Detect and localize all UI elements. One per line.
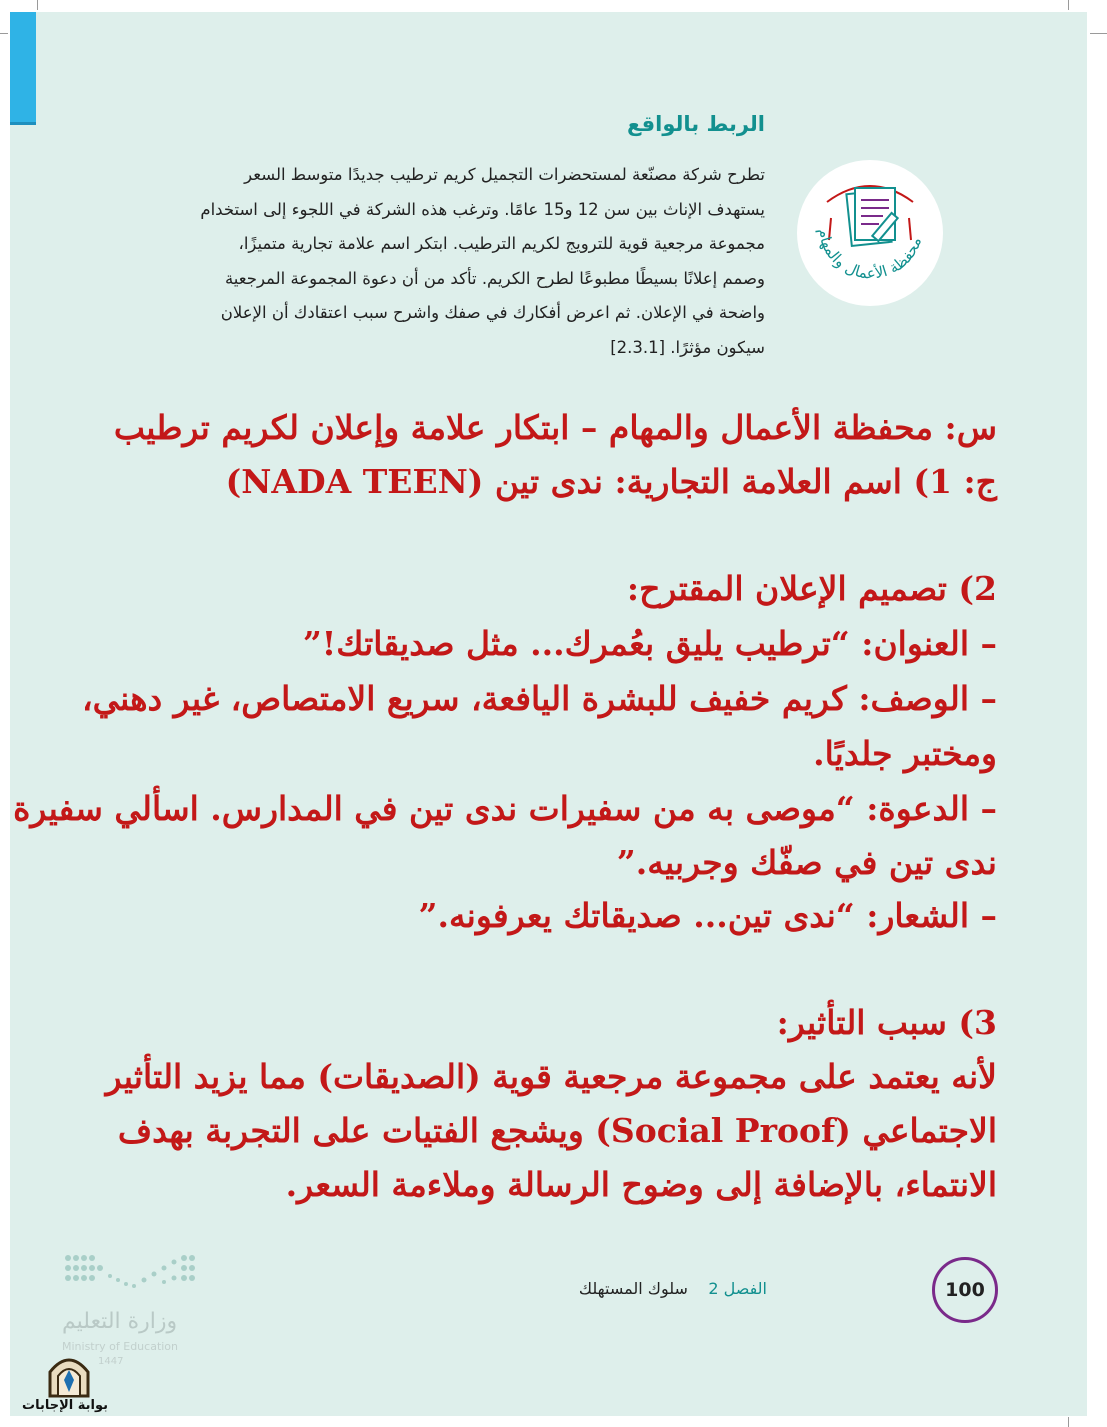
answer-ad-description: – الوصف: كريم خفيف للبشرة اليافعة، سريع الامتصاص، غير دهني، xyxy=(81,679,997,718)
page-number: 100 xyxy=(932,1257,998,1323)
answer-ad-description-cont: ومختبر جلديًا. xyxy=(813,734,997,773)
chapter-label: الفصل 2 xyxy=(708,1279,767,1298)
answer-reason-line: الاجتماعي (Social Proof) ويشجع الفتيات على التجربة بهدف xyxy=(117,1111,997,1150)
answer-ad-call-cont: ندى تين في صفّك وجربيه.” xyxy=(616,843,997,882)
chapter-footer xyxy=(579,1279,767,1298)
answer-ad-call: – الدعوة: “موصى به من سفيرات ندى تين في المدارس. اسألي سفيرة xyxy=(13,789,997,828)
ministry-dots-logo xyxy=(62,1250,202,1300)
crop-mark xyxy=(1068,1417,1069,1427)
intro-paragraph xyxy=(133,158,765,365)
portfolio-badge-graphic xyxy=(797,160,943,306)
intro-line: واضحة في الإعلان. ثم اعرض أفكارك في صفك واشرح سبب اعتقادك أن الإعلان xyxy=(220,303,765,322)
crop-mark xyxy=(0,33,8,34)
answer-reason-line: الانتماء، بالإضافة إلى وضوح الرسالة وملاءمة السعر. xyxy=(285,1165,997,1204)
intro-line: وصمم إعلانًا بسيطًا مطبوعًا لطرح الكريم. تأكد من أن دعوة المجموعة المرجعية xyxy=(224,268,765,288)
intro-line: مجموعة مرجعية قوية للترويج لكريم الترطيب. ابتكر اسم علامة تجارية متميزًا، xyxy=(238,234,765,253)
intro-line: يستهدف الإناث بين سن 12 و15 عامًا. وترغب هذه الشركة في اللجوء إلى استخدام xyxy=(200,199,765,219)
answer-ad-design-heading: 2) تصميم الإعلان المقترح: xyxy=(626,569,997,608)
answer-reason-line: لأنه يعتمد على مجموعة مرجعية قوية (الصديقات) مما يزيد التأثير xyxy=(105,1057,997,1096)
page-edge-tab xyxy=(10,12,36,122)
badge-label: محفظة الأعمال والمهام xyxy=(814,227,926,283)
answer-ad-slogan: – الشعار: “ندى تين... صديقاتك يعرفونه.” xyxy=(418,896,997,935)
intro-line: سيكون مؤثرًا. [2.3.1] xyxy=(610,337,765,357)
mosque-portal-logo xyxy=(46,1350,92,1398)
answer-reason-heading: 3) سبب التأثير: xyxy=(776,1003,997,1042)
page-edge-tab-line xyxy=(10,122,36,125)
textbook-page xyxy=(10,12,1087,1416)
answer-question: س: محفظة الأعمال والمهام – ابتكار علامة وإعلان لكريم ترطيب xyxy=(113,408,997,447)
crop-mark xyxy=(1068,0,1069,10)
answers-portal-label: بوابة الإجابات xyxy=(22,1398,108,1413)
document-pencil-icon xyxy=(846,188,897,246)
answer-brand-name: ج: 1) اسم العلامة التجارية: ندى تين (NADA TEEN) xyxy=(225,462,997,501)
ministry-name-ar: وزارة التعليم xyxy=(62,1309,178,1334)
section-title: الربط بالواقع xyxy=(627,112,765,136)
portfolio-badge xyxy=(797,160,943,306)
answer-ad-headline: – العنوان: “ترطيب يليق بعُمرك... مثل صديقاتك!” xyxy=(302,624,997,663)
chapter-title: سلوك المستهلك xyxy=(578,1279,688,1298)
crop-mark xyxy=(1090,33,1107,34)
ministry-name-en: Ministry of Education xyxy=(62,1340,179,1353)
intro-line: تطرح شركة مصنّعة لمستحضرات التجميل كريم ترطيب جديدًا متوسط السعر xyxy=(244,165,765,184)
crop-mark xyxy=(37,0,38,10)
edition-year: 1447 xyxy=(98,1356,124,1367)
